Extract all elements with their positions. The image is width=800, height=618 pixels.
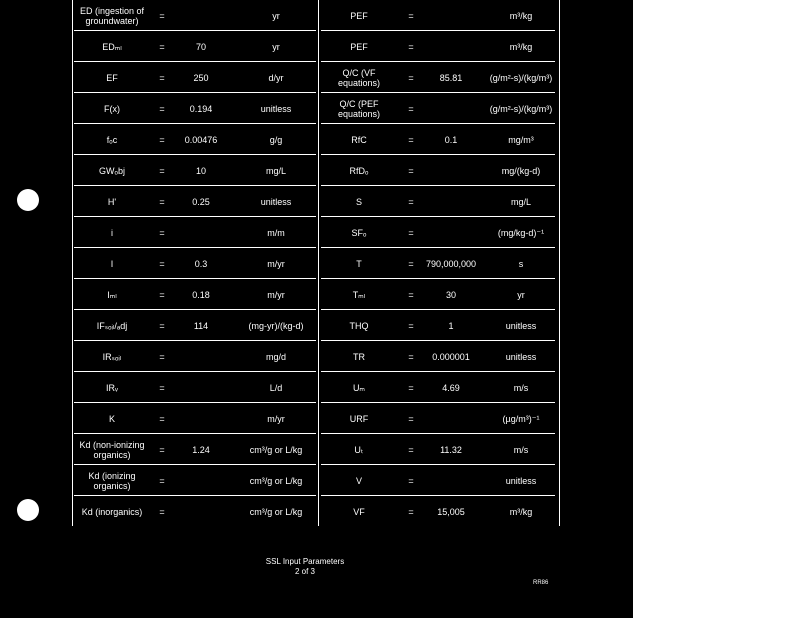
parameter-value: [172, 217, 230, 248]
parameter-unit: cm³/g or L/kg: [249, 444, 303, 455]
parameter-row: [72, 434, 318, 465]
row-divider: [321, 464, 555, 465]
parameter-row: [319, 186, 559, 217]
parameter-value: [421, 217, 481, 248]
parameter-row: [72, 496, 318, 527]
parameter-unit: mg/m³: [508, 134, 534, 145]
parameter-unit: m/yr: [267, 289, 285, 300]
parameter-value: 1.24: [192, 444, 210, 455]
footer-page-number: 2 of 3: [294, 567, 315, 576]
parameter-name: Uₜ: [354, 444, 364, 455]
parameter-value: [421, 0, 481, 31]
page-footer: [240, 557, 370, 577]
row-divider: [321, 433, 555, 434]
row-divider: [321, 216, 555, 217]
parameter-name: EDₘₗ: [102, 41, 122, 52]
parameter-row: [72, 0, 318, 31]
parameter-name: IRₛₒᵢₗ: [102, 351, 122, 362]
parameter-name: I: [110, 258, 114, 269]
parameter-name: Uₘ: [352, 382, 366, 393]
parameter-unit: cm³/g or L/kg: [249, 506, 303, 517]
row-divider: [74, 185, 316, 186]
parameter-name: K: [108, 413, 115, 424]
row-divider: [74, 402, 316, 403]
parameter-eq: =: [159, 227, 165, 238]
row-divider: [321, 247, 555, 248]
row-divider: [321, 154, 555, 155]
parameter-value: 0.18: [192, 289, 210, 300]
parameter-row: [72, 31, 318, 62]
parameter-eq: =: [408, 103, 414, 114]
parameter-unit: unitless: [260, 103, 292, 114]
parameter-row: [319, 155, 559, 186]
parameter-row: [319, 93, 559, 124]
parameter-row: [319, 434, 559, 465]
parameter-value: 0.000001: [432, 351, 470, 362]
parameter-row: [319, 341, 559, 372]
parameter-name: V: [355, 475, 362, 486]
parameter-unit: cm³/g or L/kg: [249, 475, 303, 486]
parameter-row: [319, 31, 559, 62]
parameter-unit: (g/m²-s)/(kg/m³): [489, 103, 553, 114]
row-divider: [74, 309, 316, 310]
parameter-name: Tₘₗ: [352, 289, 366, 300]
parameter-eq: =: [159, 289, 165, 300]
parameter-row: [72, 403, 318, 434]
parameter-row: [319, 465, 559, 496]
parameter-value: [172, 341, 230, 372]
row-divider: [74, 340, 316, 341]
parameter-value: 0.25: [192, 196, 210, 207]
row-divider: [321, 185, 555, 186]
row-divider: [74, 433, 316, 434]
parameter-row: [319, 279, 559, 310]
parameter-name: H': [107, 196, 117, 207]
parameter-unit: yr: [517, 289, 525, 300]
parameter-unit: m/s: [513, 382, 529, 393]
parameter-unit: m/yr: [267, 258, 285, 269]
parameter-name: fₒc: [106, 134, 118, 145]
row-divider: [321, 495, 555, 496]
parameter-eq: =: [408, 134, 414, 145]
parameter-eq: =: [408, 258, 414, 269]
parameter-eq: =: [159, 351, 165, 362]
row-divider: [74, 495, 316, 496]
parameter-unit: yr: [272, 41, 280, 52]
parameter-name: Kd (ionizing organics): [88, 470, 136, 491]
parameter-row: [319, 62, 559, 93]
parameter-unit: (g/m²-s)/(kg/m³): [489, 72, 553, 83]
parameter-name: PEF: [350, 10, 368, 21]
parameter-name: THQ: [349, 320, 369, 331]
parameter-eq: =: [159, 10, 165, 21]
parameter-value: 250: [193, 72, 209, 83]
parameter-row: [72, 62, 318, 93]
parameter-name: Iₘₗ: [107, 289, 117, 300]
parameter-value: 0.194: [189, 103, 213, 114]
row-divider: [321, 309, 555, 310]
parameter-value: [172, 372, 230, 403]
row-divider: [321, 61, 555, 62]
parameter-value: [172, 465, 230, 496]
row-divider: [321, 92, 555, 93]
parameter-value: 15,005: [437, 506, 465, 517]
row-divider: [74, 464, 316, 465]
parameter-unit: mg/L: [265, 165, 286, 176]
parameter-name: Q/C (PEF equations): [337, 98, 381, 119]
parameter-row: [72, 155, 318, 186]
parameter-name: IRᵥ: [106, 382, 118, 393]
parameter-name: T: [356, 258, 362, 269]
parameter-eq: =: [408, 41, 414, 52]
parameter-value: [421, 93, 481, 124]
parameter-eq: =: [159, 165, 165, 176]
parameter-eq: =: [408, 506, 414, 517]
parameter-value: [172, 0, 230, 31]
parameter-name: GWₒbj: [99, 165, 125, 176]
parameter-row: [319, 0, 559, 31]
parameter-value: [421, 465, 481, 496]
parameter-unit: m/s: [513, 444, 529, 455]
parameter-value: [172, 496, 230, 527]
parameter-value: [421, 155, 481, 186]
parameter-unit: L/d: [269, 382, 283, 393]
parameter-row: [72, 279, 318, 310]
punch-hole-bottom: [17, 499, 39, 521]
parameter-value: 0.1: [444, 134, 458, 145]
parameter-value: 0.3: [194, 258, 208, 269]
parameter-eq: =: [408, 196, 414, 207]
parameter-unit: mg/(kg-d): [501, 165, 541, 176]
parameter-row: [319, 124, 559, 155]
parameter-name: EF: [106, 72, 118, 83]
parameter-row: [72, 248, 318, 279]
row-divider: [74, 278, 316, 279]
parameter-row: [72, 124, 318, 155]
row-divider: [74, 154, 316, 155]
row-divider: [74, 30, 316, 31]
row-divider: [321, 402, 555, 403]
parameter-unit: m³/kg: [509, 506, 533, 517]
parameter-unit: unitless: [505, 320, 537, 331]
parameter-row: [72, 93, 318, 124]
parameter-name: S: [355, 196, 362, 207]
parameter-eq: =: [408, 227, 414, 238]
parameter-row: [319, 310, 559, 341]
parameter-name: F(x): [104, 103, 120, 114]
parameter-value: [421, 31, 481, 62]
parameter-value: 70: [195, 41, 206, 52]
parameter-row: [72, 310, 318, 341]
parameter-eq: =: [159, 41, 165, 52]
row-divider: [74, 216, 316, 217]
parameter-unit: (mg/kg-d)⁻¹: [497, 227, 545, 238]
parameter-value: [421, 403, 481, 434]
parameter-unit: g/g: [269, 134, 283, 145]
parameter-row: [72, 465, 318, 496]
parameter-unit: s: [518, 258, 524, 269]
parameter-row: [319, 248, 559, 279]
row-divider: [321, 371, 555, 372]
parameter-unit: m/m: [267, 227, 285, 238]
parameter-eq: =: [408, 351, 414, 362]
parameter-value: 85.81: [439, 72, 463, 83]
parameter-value: [421, 186, 481, 217]
parameter-row: [319, 496, 559, 527]
parameter-eq: =: [159, 134, 165, 145]
parameter-unit: mg/L: [510, 196, 531, 207]
parameter-name: PEF: [350, 41, 368, 52]
parameter-name: RfC: [351, 134, 367, 145]
parameter-unit: unitless: [505, 475, 537, 486]
footer-title: SSL Input Parameters: [265, 557, 345, 566]
document-code: RR86: [533, 580, 549, 586]
right-table-border: [559, 0, 560, 526]
parameter-row: [319, 403, 559, 434]
parameter-value: 114: [193, 320, 209, 331]
parameter-value: 11.32: [440, 444, 462, 455]
parameter-name: TR: [353, 351, 365, 362]
parameter-row: [72, 341, 318, 372]
parameter-name: VF: [353, 506, 365, 517]
parameter-eq: =: [159, 444, 165, 455]
parameter-value: 1: [448, 320, 454, 331]
parameter-eq: =: [408, 320, 414, 331]
parameter-unit: mg/d: [265, 351, 286, 362]
parameter-unit: (µg/m³)⁻¹: [502, 413, 540, 424]
parameter-unit: m³/kg: [509, 41, 533, 52]
parameter-eq: =: [408, 289, 414, 300]
row-divider: [74, 61, 316, 62]
parameter-eq: =: [408, 382, 414, 393]
parameter-unit: unitless: [260, 196, 292, 207]
parameter-value: 0.00476: [184, 134, 218, 145]
row-divider: [74, 371, 316, 372]
row-divider: [321, 123, 555, 124]
row-divider: [74, 92, 316, 93]
parameter-eq: =: [159, 475, 165, 486]
parameter-unit: d/yr: [268, 72, 284, 83]
parameter-row: [72, 217, 318, 248]
row-divider: [74, 247, 316, 248]
parameter-name: ED (ingestion of groundwater): [79, 5, 145, 26]
row-divider: [321, 340, 555, 341]
parameter-name: RfDₒ: [349, 165, 369, 176]
parameter-name: SFₒ: [351, 227, 367, 238]
parameter-eq: =: [408, 413, 414, 424]
parameter-unit: unitless: [505, 351, 537, 362]
parameter-name: Q/C (VF equations): [337, 67, 381, 88]
punch-hole-top: [17, 189, 39, 211]
parameter-eq: =: [159, 258, 165, 269]
parameter-eq: =: [159, 72, 165, 83]
parameter-name: Kd (non-ionizing organics): [79, 439, 145, 460]
parameter-eq: =: [159, 320, 165, 331]
parameter-unit: m/yr: [267, 413, 285, 424]
row-divider: [321, 30, 555, 31]
parameter-value: [172, 403, 230, 434]
parameter-value: 4.69: [442, 382, 460, 393]
parameter-unit: (mg-yr)/(kg-d): [248, 320, 304, 331]
parameter-name: i: [111, 227, 113, 238]
parameter-eq: =: [159, 413, 165, 424]
parameter-value: 30: [445, 289, 456, 300]
parameter-unit: yr: [272, 10, 280, 21]
parameter-row: [72, 372, 318, 403]
parameter-name: IFₛₒᵢₗ/ₐdj: [96, 320, 128, 331]
parameter-eq: =: [408, 72, 414, 83]
parameter-eq: =: [159, 196, 165, 207]
parameter-name: Kd (inorganics): [81, 506, 143, 517]
parameter-row: [72, 186, 318, 217]
parameter-value: 10: [195, 165, 206, 176]
parameter-eq: =: [408, 444, 414, 455]
parameter-eq: =: [159, 103, 165, 114]
parameter-row: [319, 372, 559, 403]
parameter-eq: =: [159, 506, 165, 517]
parameter-row: [319, 217, 559, 248]
parameter-eq: =: [408, 10, 414, 21]
parameter-eq: =: [408, 165, 414, 176]
parameter-eq: =: [159, 382, 165, 393]
row-divider: [74, 123, 316, 124]
row-divider: [321, 278, 555, 279]
parameter-unit: m³/kg: [509, 10, 533, 21]
parameter-value: 790,000,000: [425, 258, 477, 269]
parameter-name: URF: [349, 413, 369, 424]
parameter-eq: =: [408, 475, 414, 486]
